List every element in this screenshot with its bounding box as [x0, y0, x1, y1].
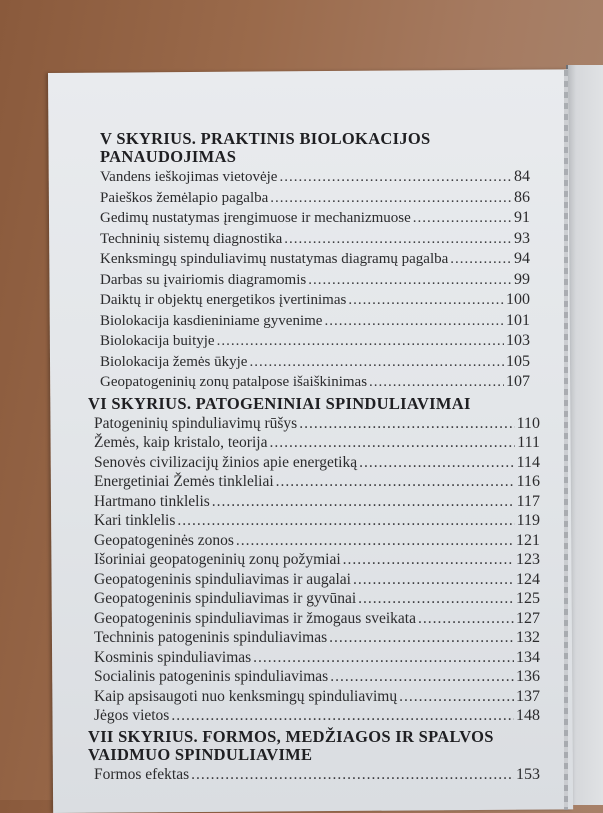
entry-page-number: 125	[516, 590, 540, 607]
entry-page-number: 116	[516, 473, 540, 490]
dot-leader	[217, 332, 504, 352]
entry-title: Kosminis spinduliavimas	[94, 648, 252, 666]
entry-title: Energetiniai Žemės tinkleliai	[94, 473, 274, 490]
toc-entry	[94, 453, 540, 473]
toc-entry	[94, 550, 540, 570]
entry-page-number: 127	[516, 609, 540, 627]
chapter-heading	[100, 130, 540, 166]
entry-page-number: 137	[516, 687, 540, 705]
entry-title: Biolokacija žemės ūkyje	[100, 353, 248, 370]
toc-entry	[94, 706, 540, 726]
entry-title: Senovės civilizacijų žinios apie energetiką	[94, 453, 358, 471]
toc-entry	[100, 229, 530, 250]
entry-title: Biolokacija buityje	[100, 333, 215, 349]
entry-page-number: 103	[506, 332, 530, 349]
toc-entry	[100, 290, 530, 311]
entry-title: Geopatogeninis spinduliavimas ir žmogaus sveikata	[94, 609, 416, 627]
entry-page-number: 114	[516, 453, 540, 471]
entry-title: Jėgos vietos	[94, 707, 170, 724]
dot-leader	[418, 609, 514, 629]
entry-page-number: 91	[514, 209, 530, 226]
entry-title: Geopatogeninės zonos	[94, 531, 234, 549]
entry-title: Patogeninių spinduliavimų rūšys	[94, 414, 298, 432]
toc-entry	[94, 433, 540, 453]
dot-leader	[359, 453, 514, 473]
toc-entry	[94, 667, 540, 687]
entry-title: Geopatogeninis spinduliavimas ir gyvūnai	[94, 590, 357, 607]
chapter-heading-line2: PANAUDOJIMAS	[100, 147, 237, 166]
dot-leader	[308, 271, 512, 291]
chapter-heading-line1: V SKYRIUS. PRAKTINIS BIOLOKACIJOS	[100, 129, 431, 148]
toc-entry	[100, 372, 530, 393]
dot-leader	[358, 589, 514, 609]
chapter-heading-line1: VI SKYRIUS. PATOGENINIAI SPINDULIAVIMAI	[88, 393, 471, 413]
dot-leader	[299, 414, 514, 434]
dot-leader	[348, 291, 504, 311]
dot-leader	[191, 765, 514, 785]
toc-entry	[100, 311, 530, 332]
entry-page-number: 132	[516, 629, 540, 646]
dot-leader	[284, 230, 512, 250]
entry-page-number: 86	[514, 188, 530, 206]
chapter-v-section	[88, 130, 540, 393]
dot-leader	[324, 312, 504, 332]
entry-page-number: 94	[514, 250, 530, 267]
entry-title: Hartmano tinklelis	[94, 492, 210, 510]
entry-title: Kari tinklelis	[94, 512, 176, 529]
entry-title: Gedimų nustatymas įrengimuose ir mechanizmuose	[100, 210, 411, 226]
toc-entry	[100, 188, 530, 209]
entry-page-number: 134	[516, 648, 540, 666]
dot-leader	[269, 433, 515, 453]
toc-entry	[94, 628, 540, 648]
entry-page-number: 99	[514, 270, 530, 288]
table-of-contents	[88, 128, 540, 784]
dot-leader	[343, 550, 514, 570]
toc-entry	[100, 249, 530, 270]
entry-page-number: 121	[516, 531, 540, 549]
dot-leader	[270, 189, 512, 209]
entry-page-number: 124	[516, 570, 540, 588]
dot-leader	[353, 570, 514, 590]
entry-title: Daiktų ir objektų energetikos įvertinimas	[100, 292, 347, 308]
entry-title: Kaip apsisaugoti nuo kenksmingų spinduliavimų	[94, 687, 398, 705]
entry-title: Paieškos žemėlapio pagalba	[100, 189, 269, 206]
entry-page-number: 105	[506, 352, 530, 370]
chapter-vi-section	[88, 395, 540, 726]
chapter-heading-line1: VII SKYRIUS. FORMOS, MEDŽIAGOS IR SPALVOS	[88, 726, 494, 746]
toc-entry	[100, 352, 530, 373]
dot-leader	[450, 250, 512, 270]
dot-leader	[212, 492, 515, 512]
dot-leader	[249, 353, 504, 373]
toc-entry	[94, 472, 540, 492]
entry-page-number: 136	[516, 668, 540, 685]
chapter-vii-section	[88, 728, 540, 785]
dot-leader	[330, 667, 514, 687]
entry-page-number: 93	[514, 229, 530, 247]
toc-entry	[94, 492, 540, 512]
dot-leader	[399, 687, 514, 707]
toc-entry	[94, 648, 540, 668]
dot-leader	[171, 706, 514, 726]
chapter-heading-line2: VAIDMUO SPINDULIAVIME	[88, 744, 313, 764]
chapter-heading	[88, 728, 540, 764]
entry-page-number: 119	[516, 512, 540, 529]
entry-page-number: 100	[506, 291, 530, 308]
toc-entry	[100, 331, 530, 352]
dot-leader	[413, 209, 512, 229]
entry-title: Geopatogeninių zonų patalpose išaiškinimas	[100, 374, 368, 390]
dot-leader	[177, 511, 514, 531]
dot-leader	[236, 531, 514, 551]
dot-leader	[369, 373, 504, 393]
entry-title: Žemės, kaip kristalo, teorija	[94, 434, 268, 451]
entry-page-number: 117	[516, 492, 540, 510]
chapter-heading	[88, 395, 540, 413]
entry-title: Biolokacija kasdieniniame gyvenime	[100, 312, 323, 329]
entry-title: Darbas su įvairiomis diagramomis	[100, 271, 307, 288]
dot-leader	[253, 648, 514, 668]
toc-entry	[94, 765, 540, 785]
entry-page-number: 123	[516, 551, 540, 568]
entry-page-number: 153	[516, 765, 540, 783]
toc-entry	[94, 531, 540, 551]
toc-entry	[100, 208, 530, 229]
entry-title: Kenksmingų spinduliavimų nustatymas diagramų pagalba	[100, 251, 449, 267]
entry-title: Socialinis patogeninis spinduliavimas	[94, 668, 329, 685]
toc-entry	[94, 414, 540, 434]
entry-page-number: 84	[514, 168, 530, 185]
entry-title: Geopatogeninis spinduliavimas ir augalai	[94, 570, 351, 588]
entry-title: Formos efektas	[94, 765, 190, 783]
toc-entry	[94, 511, 540, 531]
dot-leader	[279, 168, 512, 188]
entry-title: Vandens ieškojimas vietovėje	[100, 169, 278, 185]
entry-page-number: 101	[506, 311, 530, 329]
entry-page-number: 148	[516, 707, 540, 724]
entry-title: Techninis patogeninis spinduliavimas	[94, 629, 328, 646]
entry-page-number: 110	[516, 414, 540, 432]
toc-entry	[94, 687, 540, 707]
toc-entry	[94, 570, 540, 590]
page-stack-edge	[564, 70, 568, 810]
toc-entry	[94, 589, 540, 609]
toc-entry	[100, 167, 530, 188]
entry-page-number: 107	[506, 373, 530, 390]
toc-entry	[100, 270, 530, 291]
entry-title: Išoriniai geopatogeninių zonų požymiai	[94, 551, 341, 568]
entry-title: Techninių sistemų diagnostika	[100, 230, 283, 247]
entry-page-number: 111	[517, 434, 540, 451]
dot-leader	[276, 472, 515, 492]
dot-leader	[329, 628, 514, 648]
toc-entry	[94, 609, 540, 629]
